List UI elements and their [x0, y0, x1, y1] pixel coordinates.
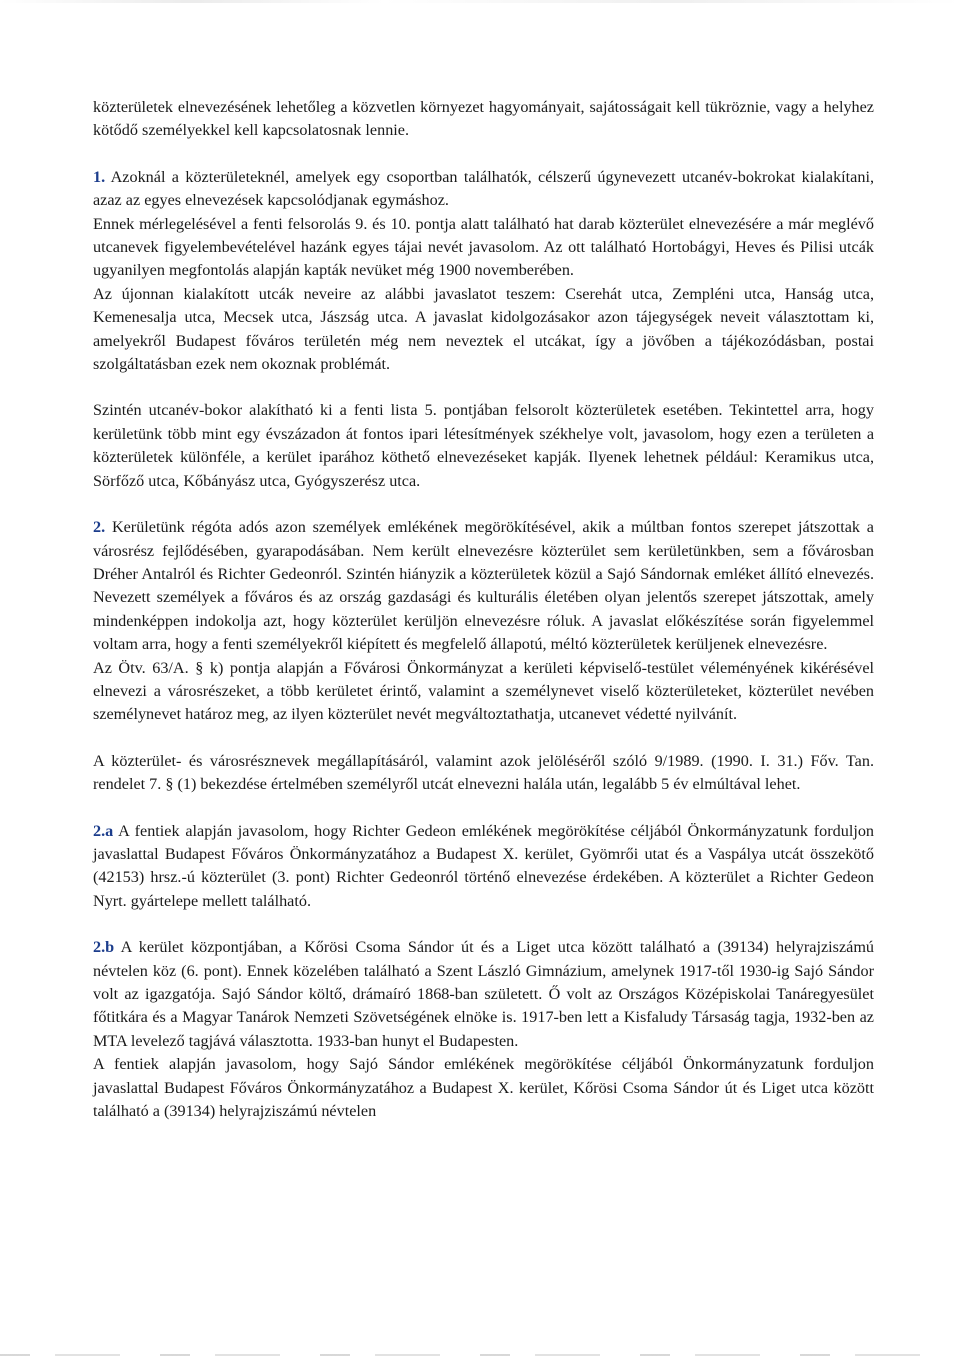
section-2a-text: A fentiek alapján javasolom, hogy Richter Gedeon emlékének megörökítése céljából Önkormányzatunk forduljon javaslattal Budapest Főváros Önkormányzatához a Budapest X. kerület, Gyömrői utat és a Vaspálya utcát összekötő (42153) hrsz.-ú közterület (3. pont) Richter Gedeonról történő elnevezése érdekében. A közterület a Richter Gedeon Nyrt. gyártelepe mellett található. — [93, 821, 875, 910]
paragraph-gap — [93, 493, 874, 516]
section-2-paragraph-b: Az Ötv. 63/A. § k) pontja alapján a Fővárosi Önkormányzat a kerületi képviselő-testület véleményének kikérésével elnevezi a városrészeket, a több kerületet érintő, valamint a személynevet viselő közterületeket, közterület nevében személynevet határoz meg, az ilyen közterület nevét megváltoztathatja, utcanevet védetté nyilvánít. — [93, 658, 874, 724]
scan-edge-bottom — [0, 1354, 960, 1356]
paragraph-gap — [93, 727, 874, 750]
section-1-paragraph-b: Ennek mérlegelésével a fenti felsorolás 9. és 10. pontja alatt található hat darab közterület elnevezésére a már meglévő utcanevek figyelembevételével hazánk egyes tájai nevét javasolom. Az ott található Hortobágyi, Heves és Pilisi utcák ugyanilyen megfontolás alapján kapták nevüket még 1900 novemberében. — [93, 214, 874, 280]
section-2-text: Kerületünk régóta adós azon személyek emlékének megörökítésével, akik a múltban fontos szerepet játszottak a városrész fejlődésében, gyarapodásában. Nem került elnevezésre közterület sem kerületünkben, sem a fővárosban Dréher Antalról és Richter Gedeonról. Szintén hiányzik a közterületek közül a Sajó Sándornak emléket állító elnevezés. Nevezett személyek a főváros és az ország gazdasági és kulturális életében olyan jelentős szerepet játszottak, amely mindenképpen indokolja azt, hogy közterület kerüljön elnevezésre róluk. A javaslat előkészítése során figyelemmel voltam arra, hogy a fenti személyekről kiépített és megfelelő állapotú, méltó közterületek kerüljenek elnevezésre. — [93, 518, 874, 654]
section-1-text: Azoknál a közterületeknél, amelyek egy csoportban találhatók, célszerű úgynevezett utcanév-bokrokat kialakítani, azaz az egyes elnevezések kapcsolódjanak egymáshoz. — [93, 167, 874, 210]
paragraph-gap — [93, 376, 874, 399]
section-2a-paragraph — [93, 820, 874, 914]
section-1-paragraph-d: Szintén utcanév-bokor alakítható ki a fenti lista 5. pontjában felsorolt közterületek esetében. Tekintettel arra, hogy kerületünk több mint egy évszázadon át fontos ipari létesítmények székhelye volt, javasolom, hogy ezen a területen a közterületek különféle, a kerület iparához köthető elnevezéseket kapják. Ilyenek lehetnek például: Keramikus utca, Sörfőző utca, Kőbányász utca, Gyógyszerész utca. — [93, 401, 874, 490]
section-2b-paragraph-b: A fentiek alapján javasolom, hogy Sajó Sándor emlékének megörökítése céljából Önkormányzatunk forduljon javaslattal Budapest Főváros Önkormányzatához a Budapest X. kerület, Kőrösi Csoma Sándor út és Liget utca között található a (39134) helyrajziszámú névtelen — [93, 1055, 874, 1121]
paragraph-gap — [93, 797, 874, 820]
section-2-paragraph — [93, 516, 874, 656]
section-1-paragraph — [93, 166, 874, 213]
paragraph-gap — [93, 913, 874, 936]
section-2b-paragraph — [93, 936, 874, 1053]
section-2a-number: 2.a — [93, 821, 114, 840]
section-2b-number: 2.b — [93, 938, 115, 957]
section-2-paragraph-c: A közterület- és városrésznevek megállapításáról, valamint azok jelöléséről szóló 9/1989. (1990. I. 31.) Főv. Tan. rendelet 7. § (1) bekezdése értelmében személyről utcát elnevezni halála után, legalább 5 év elmúltával lehet. — [93, 751, 874, 794]
section-2b-text: A kerület központjában, a Kőrösi Csoma Sándor út és a Liget utca között található a (39134) helyrajziszámú névtelen köz (6. pont). Ennek közelében található a Szent László Gimnázium, amelynek 1917-től 1930-ig Sajó Sándor volt az igazgatója. Sajó Sándor költő, drámaíró 1868-ban született. Ő volt az Országos Középiskolai Tanáregyesület főtitkára és a Magyar Tanárok Nemzeti Szövetségének elnöke is. 1917-ben lett a Kisfaludy Társaság tagja, 1932-ben az MTA levelező tagjává választotta. 1933-ban hunyt el Budapesten. — [93, 938, 875, 1050]
section-1-paragraph-c: Az újonnan kialakított utcák neveire az alábbi javaslatot teszem: Cserehát utca, Zempléni utca, Hanság utca, Kemenesalja utca, Mecsek utca, Jászság utca. A javaslat kidolgozásakor azon tájegységek neveit választottam ki, amelyekről Budapest főváros területén még nem neveztek el utcákat, így a jövőben a tájékozódásban, postai szolgáltatásban ezek nem okoznak problémát. — [93, 284, 874, 374]
paragraph-gap — [93, 143, 874, 166]
paragraph-intro: közterületek elnevezésének lehetőleg a közvetlen környezet hagyományait, sajátosságait kell tükröznie, vagy a helyhez kötődő személyekkel kell kapcsolatosnak lennie. — [93, 98, 874, 140]
section-1-number: 1. — [93, 167, 106, 186]
scan-edge-top — [0, 0, 960, 3]
section-2-number: 2. — [93, 518, 106, 537]
document-page — [93, 96, 874, 1123]
